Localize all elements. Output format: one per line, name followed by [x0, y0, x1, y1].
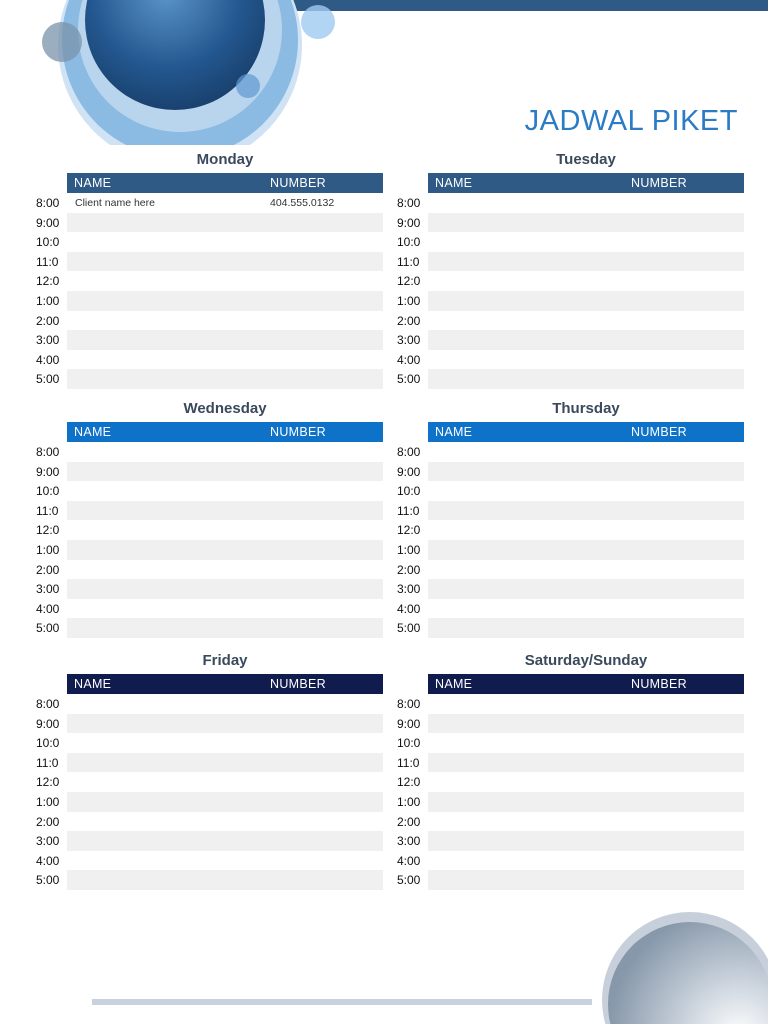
time-label: 5:00 — [36, 372, 60, 387]
slot-cell[interactable] — [428, 540, 744, 560]
time-slot-row[interactable] — [397, 618, 757, 638]
time-label: 12:0 — [397, 274, 421, 289]
time-label: 3:00 — [397, 582, 421, 597]
time-label: 12:0 — [36, 775, 60, 790]
column-header-name: NAME — [74, 176, 112, 190]
time-label: 2:00 — [36, 814, 60, 829]
decorative-sphere-bottom — [560, 900, 768, 1024]
slot-cell[interactable] — [428, 462, 744, 482]
slot-cell[interactable] — [67, 462, 383, 482]
time-label: 11:0 — [397, 254, 420, 269]
bottom-accent-line — [92, 999, 592, 1005]
time-slot-row[interactable] — [36, 311, 396, 331]
slot-cell[interactable] — [67, 520, 383, 540]
time-slot-row[interactable] — [397, 232, 757, 252]
slot-cell[interactable] — [67, 870, 383, 890]
time-slot-row[interactable] — [36, 599, 396, 619]
time-slot-row[interactable] — [36, 369, 396, 389]
column-header-number: NUMBER — [631, 677, 687, 691]
client-name: Client name here — [75, 197, 155, 209]
time-slot-row[interactable] — [36, 792, 396, 812]
slot-cell[interactable] — [428, 193, 744, 213]
time-label: 5:00 — [397, 873, 421, 888]
time-label: 5:00 — [36, 873, 60, 888]
time-slot-row[interactable] — [36, 330, 396, 350]
time-slot-row[interactable] — [397, 271, 757, 291]
slot-cell[interactable] — [67, 311, 383, 331]
time-slot-row[interactable] — [397, 540, 757, 560]
table-header — [428, 422, 744, 442]
time-label: 3:00 — [36, 834, 60, 849]
time-label: 8:00 — [36, 445, 60, 459]
time-slot-row[interactable] — [36, 481, 396, 501]
table-header — [67, 173, 383, 193]
time-label: 12:0 — [36, 523, 60, 538]
slot-cell[interactable] — [428, 851, 744, 871]
time-slot-row[interactable] — [397, 733, 757, 753]
time-label: 3:00 — [397, 333, 421, 348]
slot-cell[interactable] — [67, 792, 383, 812]
slot-cell[interactable] — [428, 213, 744, 233]
slot-cell[interactable] — [67, 694, 383, 714]
column-header-name: NAME — [435, 425, 473, 439]
time-slot-row[interactable] — [397, 599, 757, 619]
time-label: 10:0 — [397, 484, 421, 499]
time-slot-row[interactable] — [397, 772, 757, 792]
time-label: 8:00 — [397, 196, 421, 210]
slot-cell[interactable] — [428, 330, 744, 350]
slot-cell[interactable] — [428, 772, 744, 792]
slot-cell[interactable] — [428, 311, 744, 331]
column-header-name: NAME — [74, 677, 112, 691]
time-slot-row[interactable] — [397, 753, 757, 773]
time-label: 9:00 — [36, 464, 60, 479]
slot-cell[interactable] — [67, 252, 383, 272]
time-slot-row[interactable] — [397, 694, 757, 714]
time-label: 2:00 — [36, 562, 60, 577]
slot-cell[interactable] — [67, 599, 383, 619]
time-label: 5:00 — [36, 621, 60, 636]
time-slot-row[interactable] — [36, 831, 396, 851]
slot-cell[interactable] — [67, 618, 383, 638]
time-label: 10:0 — [36, 736, 60, 751]
slot-cell[interactable] — [67, 481, 383, 501]
table-header — [428, 173, 744, 193]
column-header-name: NAME — [435, 176, 473, 190]
time-label: 12:0 — [397, 523, 421, 538]
time-label: 2:00 — [397, 313, 421, 328]
slot-cell[interactable] — [428, 369, 744, 389]
time-slot-row[interactable] — [397, 369, 757, 389]
time-slot-row[interactable] — [36, 753, 396, 773]
time-slot-row[interactable] — [397, 792, 757, 812]
slot-cell[interactable] — [428, 618, 744, 638]
slot-cell[interactable] — [67, 271, 383, 291]
time-slot-row[interactable] — [397, 560, 757, 580]
time-label: 5:00 — [397, 372, 421, 387]
time-slot-row[interactable] — [36, 560, 396, 580]
column-header-number: NUMBER — [270, 176, 326, 190]
slot-cell[interactable] — [67, 232, 383, 252]
slot-cell[interactable] — [428, 753, 744, 773]
slot-cell[interactable] — [67, 350, 383, 370]
time-slot-row[interactable] — [36, 540, 396, 560]
slot-cell[interactable] — [428, 579, 744, 599]
time-slot-row[interactable] — [36, 714, 396, 734]
time-slot-row[interactable] — [397, 462, 757, 482]
column-header-number: NUMBER — [270, 425, 326, 439]
page-title: JADWAL PIKET — [524, 105, 738, 138]
time-label: 11:0 — [397, 503, 420, 518]
slot-cell[interactable] — [428, 870, 744, 890]
time-slot-row[interactable] — [397, 213, 757, 233]
time-label: 3:00 — [36, 582, 60, 597]
time-slot-row[interactable] — [36, 291, 396, 311]
time-label: 8:00 — [36, 196, 60, 210]
time-label: 8:00 — [397, 445, 421, 459]
slot-cell[interactable] — [67, 560, 383, 580]
time-slot-row[interactable] — [397, 291, 757, 311]
time-label: 1:00 — [36, 542, 60, 557]
time-label: 9:00 — [36, 215, 60, 230]
time-slot-row[interactable] — [36, 851, 396, 871]
slot-cell[interactable] — [428, 560, 744, 580]
time-slot-row[interactable] — [397, 520, 757, 540]
time-label: 3:00 — [397, 834, 421, 849]
time-slot-row[interactable] — [397, 714, 757, 734]
time-label: 10:0 — [36, 484, 60, 499]
slot-cell[interactable] — [428, 520, 744, 540]
day-title: Wednesday — [183, 400, 267, 417]
slot-cell[interactable] — [428, 350, 744, 370]
time-slot-row[interactable] — [36, 193, 396, 213]
time-label: 1:00 — [397, 794, 421, 809]
slot-cell[interactable] — [428, 714, 744, 734]
time-slot-row[interactable] — [397, 870, 757, 890]
time-label: 4:00 — [36, 601, 60, 616]
column-header-name: NAME — [435, 677, 473, 691]
time-label: 9:00 — [397, 215, 421, 230]
day-title: Thursday — [552, 400, 620, 417]
time-label: 11:0 — [397, 755, 420, 770]
time-slot-row[interactable] — [397, 812, 757, 832]
slot-cell[interactable] — [67, 733, 383, 753]
slot-cell[interactable] — [67, 851, 383, 871]
time-label: 11:0 — [36, 254, 59, 269]
time-slot-row[interactable] — [397, 350, 757, 370]
slot-cell[interactable] — [67, 831, 383, 851]
slot-cell[interactable] — [67, 540, 383, 560]
time-label: 8:00 — [397, 697, 421, 711]
time-label: 4:00 — [36, 853, 60, 868]
slot-cell[interactable] — [67, 442, 383, 462]
slot-cell[interactable] — [67, 579, 383, 599]
time-label: 2:00 — [397, 562, 421, 577]
client-number: 404.555.0132 — [270, 197, 335, 209]
time-label: 5:00 — [397, 621, 421, 636]
slot-cell[interactable] — [67, 772, 383, 792]
slot-cell[interactable] — [428, 252, 744, 272]
table-header — [67, 674, 383, 694]
time-slot-row[interactable] — [397, 831, 757, 851]
time-label: 10:0 — [36, 235, 60, 250]
time-label: 4:00 — [36, 352, 60, 367]
time-slot-row[interactable] — [36, 271, 396, 291]
time-slot-row[interactable] — [36, 579, 396, 599]
time-label: 9:00 — [36, 716, 60, 731]
time-label: 4:00 — [397, 352, 421, 367]
time-slot-row[interactable] — [36, 772, 396, 792]
day-title: Saturday/Sunday — [524, 652, 648, 669]
slot-cell[interactable] — [428, 831, 744, 851]
time-slot-row[interactable] — [36, 520, 396, 540]
time-slot-row[interactable] — [36, 252, 396, 272]
slot-cell[interactable] — [428, 291, 744, 311]
time-slot-row[interactable] — [397, 311, 757, 331]
time-label: 11:0 — [36, 755, 59, 770]
time-label: 3:00 — [36, 333, 60, 348]
time-slot-row[interactable] — [36, 733, 396, 753]
slot-cell[interactable] — [67, 193, 383, 213]
time-slot-row[interactable] — [36, 462, 396, 482]
time-slot-row[interactable] — [36, 870, 396, 890]
slot-cell[interactable] — [428, 733, 744, 753]
time-label: 10:0 — [397, 736, 421, 751]
time-slot-row[interactable] — [397, 442, 757, 462]
slot-cell[interactable] — [67, 501, 383, 521]
slot-cell[interactable] — [67, 714, 383, 734]
slot-cell[interactable] — [428, 812, 744, 832]
time-label: 4:00 — [397, 853, 421, 868]
slot-cell[interactable] — [67, 291, 383, 311]
time-label: 12:0 — [36, 274, 60, 289]
time-label: 8:00 — [36, 697, 60, 711]
decorative-sphere-top — [0, 0, 360, 145]
slot-cell[interactable] — [67, 213, 383, 233]
time-slot-row[interactable] — [36, 350, 396, 370]
slot-cell[interactable] — [428, 271, 744, 291]
time-slot-row[interactable] — [36, 618, 396, 638]
slot-cell[interactable] — [67, 812, 383, 832]
column-header-number: NUMBER — [631, 425, 687, 439]
time-slot-row[interactable] — [397, 501, 757, 521]
column-header-number: NUMBER — [270, 677, 326, 691]
day-title: Tuesday — [556, 151, 616, 168]
time-slot-row[interactable] — [397, 193, 757, 213]
slot-cell[interactable] — [428, 792, 744, 812]
column-header-name: NAME — [74, 425, 112, 439]
slot-cell[interactable] — [428, 501, 744, 521]
time-label: 10:0 — [397, 235, 421, 250]
time-slot-row[interactable] — [36, 812, 396, 832]
time-label: 11:0 — [36, 503, 59, 518]
time-slot-row[interactable] — [36, 442, 396, 462]
column-header-number: NUMBER — [631, 176, 687, 190]
table-header — [428, 674, 744, 694]
time-label: 2:00 — [36, 313, 60, 328]
time-slot-row[interactable] — [397, 330, 757, 350]
time-label: 1:00 — [397, 293, 421, 308]
slot-cell[interactable] — [428, 481, 744, 501]
slot-cell[interactable] — [428, 694, 744, 714]
time-slot-row[interactable] — [397, 252, 757, 272]
time-slot-row[interactable] — [397, 579, 757, 599]
time-label: 1:00 — [36, 794, 60, 809]
time-label: 9:00 — [397, 464, 421, 479]
time-slot-row[interactable] — [36, 501, 396, 521]
time-label: 9:00 — [397, 716, 421, 731]
time-label: 2:00 — [397, 814, 421, 829]
slot-cell[interactable] — [67, 330, 383, 350]
day-title: Friday — [202, 652, 248, 669]
table-header — [67, 422, 383, 442]
time-label: 4:00 — [397, 601, 421, 616]
time-slot-row[interactable] — [36, 213, 396, 233]
time-slot-row[interactable] — [397, 481, 757, 501]
time-slot-row[interactable] — [36, 694, 396, 714]
slot-cell[interactable] — [67, 369, 383, 389]
time-label: 12:0 — [397, 775, 421, 790]
time-label: 1:00 — [36, 293, 60, 308]
time-slot-row[interactable] — [397, 851, 757, 871]
slot-cell[interactable] — [428, 442, 744, 462]
time-slot-row[interactable] — [36, 232, 396, 252]
day-title: Monday — [196, 151, 254, 168]
slot-cell[interactable] — [428, 232, 744, 252]
slot-cell[interactable] — [428, 599, 744, 619]
slot-cell[interactable] — [67, 753, 383, 773]
time-label: 1:00 — [397, 542, 421, 557]
